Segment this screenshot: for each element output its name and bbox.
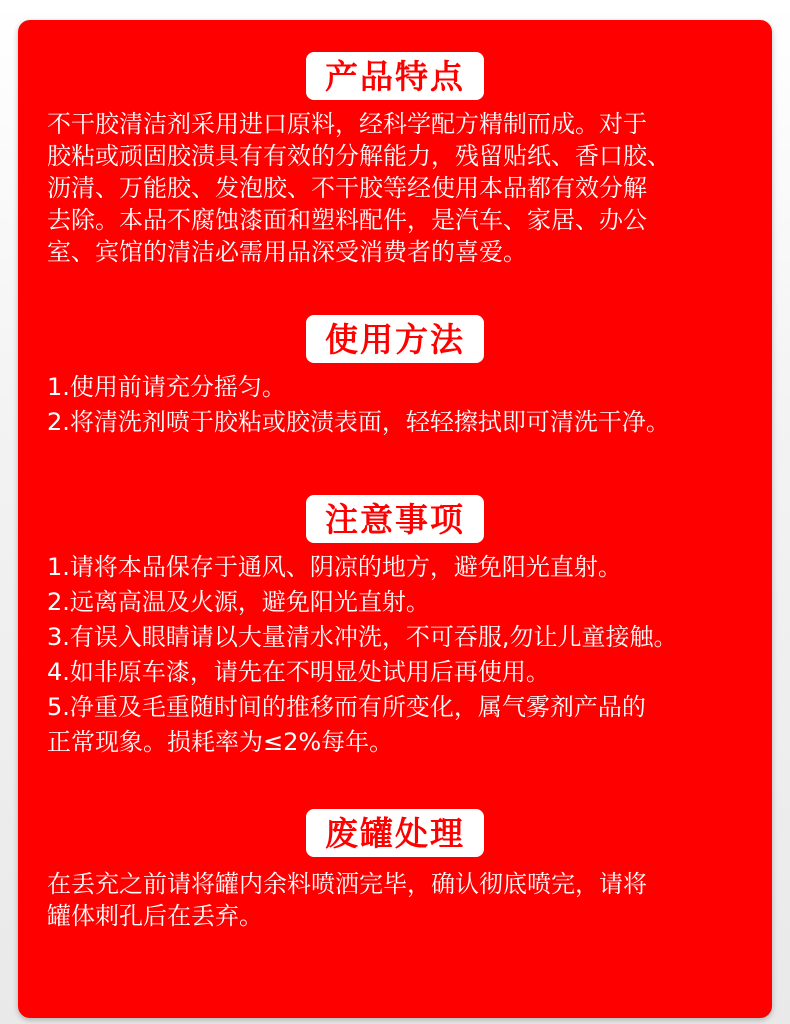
usage-list [47, 370, 670, 440]
caution-item: 2.远离高温及火源，避免阳光直射。 [47, 588, 430, 616]
features-line: 不干胶清洁剂采用进口原料，经科学配方精制而成。对于 [47, 110, 647, 138]
caution-item: 3.有误入眼睛请以大量清水冲洗，不可吞服,勿让儿童接触。 [47, 623, 678, 651]
usage-item: 2.将清洗剂喷于胶粘或胶渍表面，轻轻擦拭即可清洗干净。 [47, 408, 670, 436]
caution-item: 1.请将本品保存于通风、阴凉的地方，避免阳光直射。 [47, 553, 622, 581]
usage-heading-box [306, 315, 484, 363]
caution-item-continuation: 正常现象。损耗率为≤2%每年。 [47, 728, 394, 756]
cautions-list [47, 550, 678, 760]
features-line: 胶粘或顽固胶渍具有有效的分解能力，残留贴纸、香口胶、 [47, 142, 671, 170]
disposal-line: 在丢充之前请将罐内余料喷洒完毕，确认彻底喷完，请将 [47, 870, 647, 898]
instruction-panel [18, 20, 772, 1018]
caution-item: 5.净重及毛重随时间的推移而有所变化，属气雾剂产品的 [47, 693, 646, 721]
caution-item: 4.如非原车漆，请先在不明显处试用后再使用。 [47, 658, 550, 686]
features-line: 去除。本品不腐蚀漆面和塑料配件，是汽车、家居、办公 [47, 206, 647, 234]
disposal-heading-box [306, 809, 484, 857]
disposal-description [47, 868, 647, 932]
usage-heading: 使用方法 [325, 319, 465, 359]
usage-item: 1.使用前请充分摇匀。 [47, 373, 286, 401]
disposal-heading: 废罐处理 [325, 813, 465, 853]
features-heading: 产品特点 [325, 56, 465, 96]
cautions-heading: 注意事项 [325, 499, 465, 539]
features-line: 沥清、万能胶、发泡胶、不干胶等经使用本品都有效分解 [47, 174, 647, 202]
disposal-line: 罐体刺孔后在丢弃。 [47, 902, 263, 930]
features-description [47, 108, 671, 268]
features-line: 室、宾馆的清洁必需用品深受消费者的喜爱。 [47, 238, 527, 266]
features-heading-box [306, 52, 484, 100]
cautions-heading-box [306, 495, 484, 543]
